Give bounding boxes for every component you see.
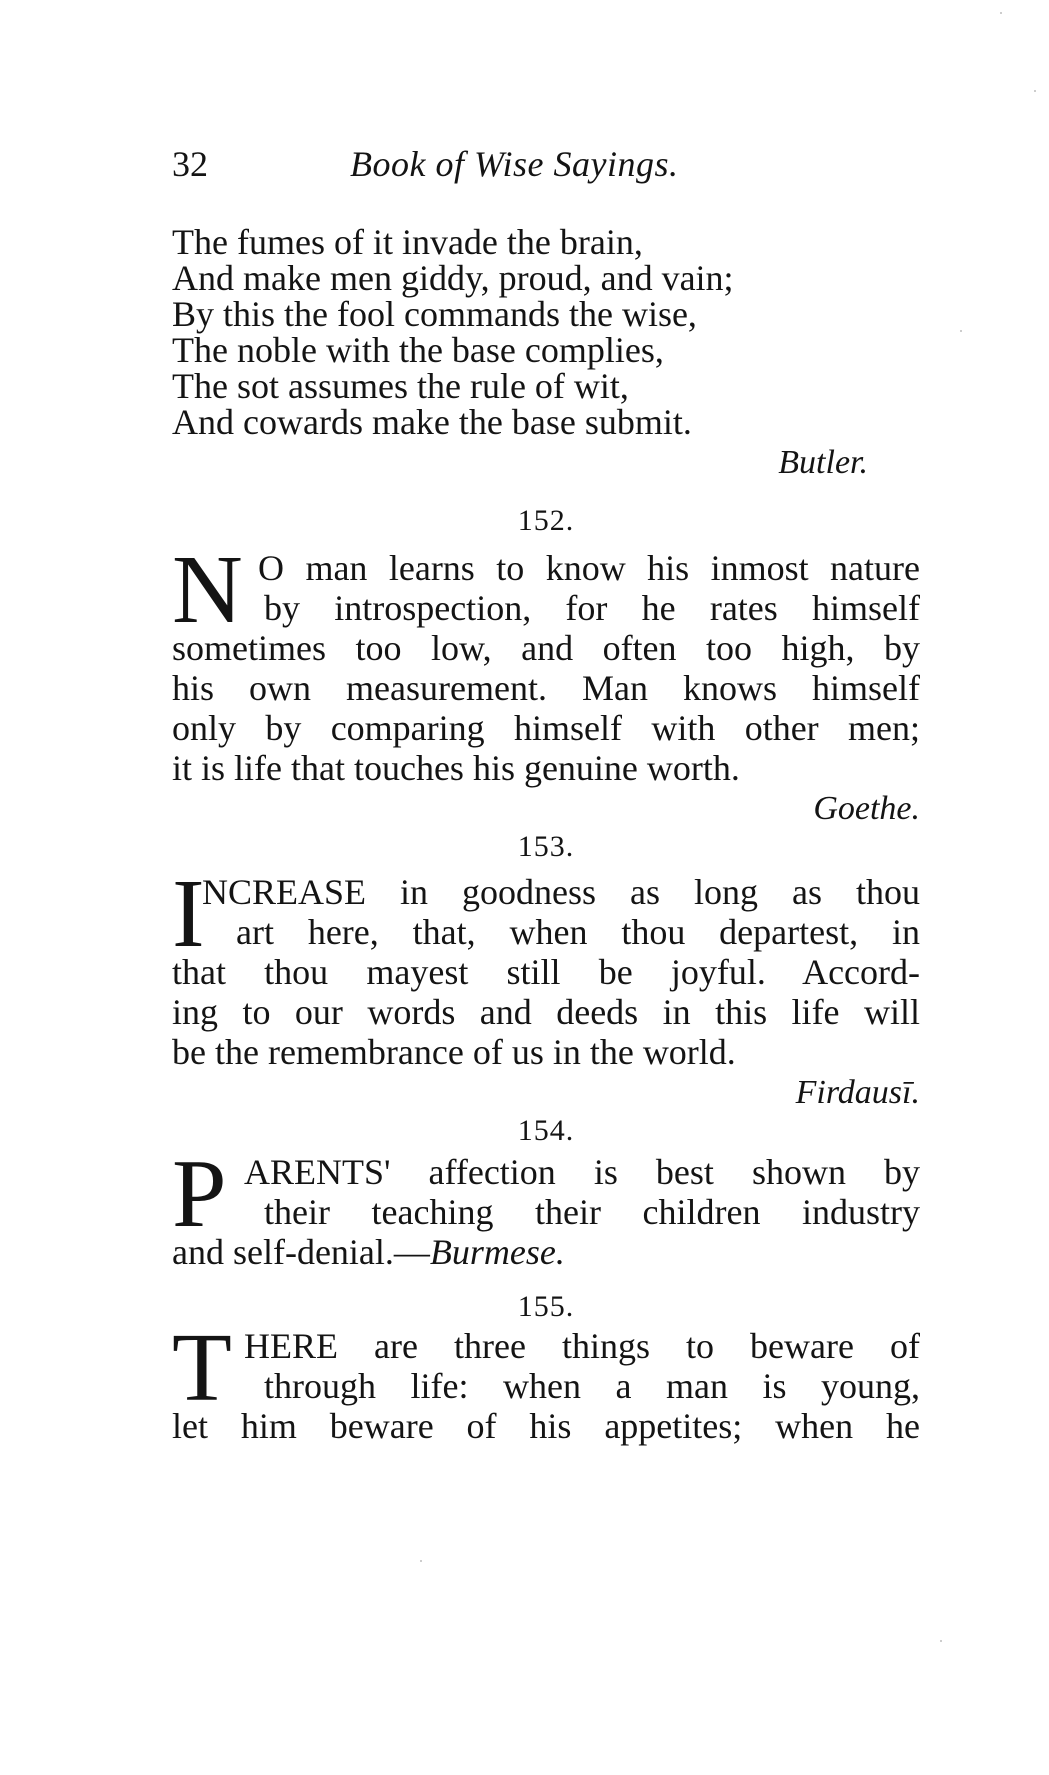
entry-line: that thou mayest still be joyful. Accord- (172, 952, 920, 992)
entry-number: 155. (517, 1290, 575, 1323)
inline-attribution: Burmese. (429, 1232, 565, 1272)
entry-text: and self-denial.— (172, 1232, 430, 1272)
poem-line: The fumes of it invade the brain, (172, 222, 643, 262)
entry-line (172, 1232, 920, 1272)
scan-speck (960, 330, 962, 332)
entry-attribution: Firdausī. (795, 1074, 920, 1111)
entry-number: 153. (517, 830, 575, 863)
drop-cap: N (172, 536, 243, 644)
page-number: 32 (172, 144, 208, 184)
entry-155 (172, 1314, 920, 1446)
drop-cap: I (172, 860, 205, 968)
entry-line: sometimes too low, and often too high, by (172, 628, 920, 668)
drop-cap: T (172, 1314, 232, 1422)
entry-line: be the remembrance of us in the world. (172, 1032, 736, 1072)
poem-block (172, 222, 920, 484)
scan-speck (420, 1560, 422, 1562)
running-head (172, 135, 732, 185)
poem-line: By this the fool commands the wise, (172, 294, 697, 334)
entry-line: ARENTS' affection is best shown by (244, 1152, 920, 1192)
entry-line: only by comparing himself with other men; (172, 708, 920, 748)
entry-line: it is life that touches his genuine worth. (172, 748, 740, 788)
entry-153 (172, 860, 920, 1114)
poem-line: The noble with the base complies, (172, 330, 664, 370)
entry-line: by introspection, for he rates himself (264, 588, 920, 628)
scan-speck (940, 1640, 942, 1642)
entry-line: his own measurement. Man knows himself (172, 668, 920, 708)
entry-line: ing to our words and deeds in this life will (172, 992, 920, 1032)
entry-line: O man learns to know his inmost nature (258, 548, 920, 588)
entry-number: 152. (517, 504, 575, 537)
running-title: Book of Wise Sayings. (350, 144, 679, 184)
entry-line: NCREASE in goodness as long as thou (202, 872, 920, 912)
entry-line: HERE are three things to beware of (244, 1326, 920, 1366)
poem-line: The sot assumes the rule of wit, (172, 366, 629, 406)
poem-line: And make men giddy, proud, and vain; (172, 258, 734, 298)
drop-cap: P (172, 1140, 227, 1248)
entry-attribution: Goethe. (813, 790, 920, 827)
entry-number: 154. (517, 1114, 575, 1147)
entry-154 (172, 1140, 920, 1272)
entry-line: let him beware of his appetites; when he (172, 1406, 920, 1446)
entry-152 (172, 536, 920, 830)
entry-line: their teaching their children industry (264, 1192, 920, 1232)
scan-speck (1034, 90, 1036, 92)
entry-line: art here, that, when thou departest, in (236, 912, 920, 952)
entry-line: through life: when a man is young, (264, 1366, 920, 1406)
poem-line: And cowards make the base submit. (172, 402, 692, 442)
poem-attribution: Butler. (778, 444, 868, 481)
scan-speck (1000, 12, 1002, 14)
